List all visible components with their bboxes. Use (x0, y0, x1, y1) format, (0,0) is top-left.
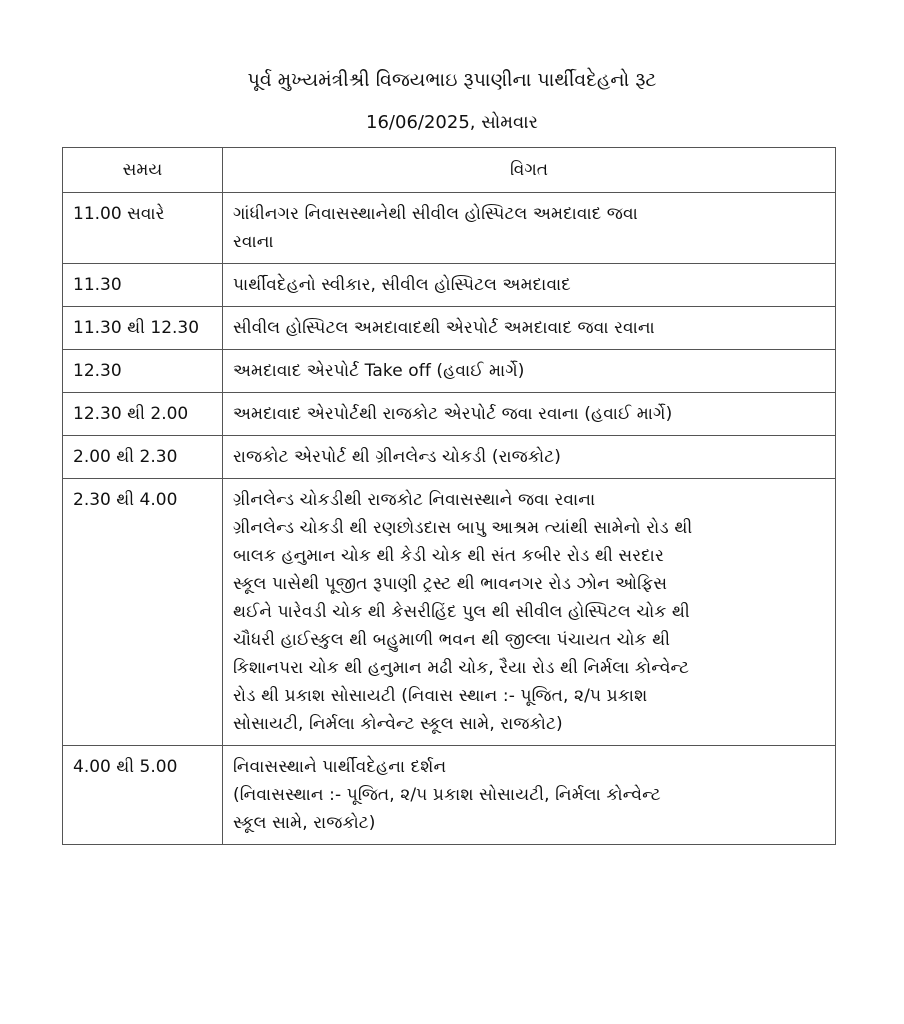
row-time: 2.00 થી 2.30 (63, 436, 223, 479)
header-time: સમય (63, 148, 223, 193)
table-header-row (63, 148, 836, 193)
row-details (223, 479, 836, 746)
table-row (63, 307, 836, 350)
row-time: 11.30 (63, 264, 223, 307)
route-table-body (63, 193, 836, 845)
detail-line: (નિવાસસ્થાન :- પૂજિત, ૨/૫ પ્રકાશ સોસાયટી, નિર્મલા કોન્વેન્ટ (233, 785, 661, 805)
row-time: 4.00 થી 5.00 (63, 746, 223, 845)
detail-line: થઈને પારેવડી ચોક થી કેસરીહિંદ પુલ થી સીવીલ હોસ્પિટલ ચોક થી (233, 602, 690, 622)
detail-line: બાલક હનુમાન ચોક થી કેડી ચોક થી સંત કબીર રોડ થી સરદાર (233, 546, 664, 566)
table-row (63, 479, 836, 746)
row-time: 12.30 (63, 350, 223, 393)
detail-line: ગ્રીનલેન્ડ ચોકડી થી રણછોડદાસ બાપુ આશ્રમ ત્યાંથી સામેનો રોડ થી (233, 518, 693, 538)
detail-line: રવાના (233, 232, 274, 252)
row-details (223, 193, 836, 264)
table-row (63, 350, 836, 393)
detail-line: સોસાયટી, નિર્મલા કોન્વેન્ટ સ્કૂલ સામે, રાજકોટ) (233, 714, 563, 734)
detail-line: સ્કૂલ સામે, રાજકોટ) (233, 813, 376, 833)
row-details (223, 436, 836, 479)
detail-line: પાર્થીવદેહનો સ્વીકાર, સીવીલ હોસ્પિટલ અમદાવાદ (233, 275, 571, 295)
table-row (63, 193, 836, 264)
detail-line: સીવીલ હોસ્પિટલ અમદાવાદથી એરપોર્ટ અમદાવાદ જવા રવાના (233, 318, 655, 338)
page-date: 16/06/2025, સોમવાર (366, 112, 538, 133)
row-details (223, 264, 836, 307)
header-details: વિગત (223, 148, 836, 193)
table-row (63, 393, 836, 436)
row-details (223, 350, 836, 393)
detail-line: સ્કૂલ પાસેથી પૂજીત રૂપાણી ટ્રસ્ટ થી ભાવનગર રોડ ઝોન ઓફિસ (233, 574, 668, 594)
row-time: 11.30 થી 12.30 (63, 307, 223, 350)
table-row (63, 746, 836, 845)
table-row (63, 264, 836, 307)
row-time: 11.00 સવારે (63, 193, 223, 264)
detail-line: રોડ થી પ્રકાશ સોસાયટી (નિવાસ સ્થાન :- પૂજિત, ૨/૫ પ્રકાશ (233, 686, 648, 706)
row-time: 2.30 થી 4.00 (63, 479, 223, 746)
detail-line: રાજકોટ એરપોર્ટ થી ગ્રીનલેન્ડ ચોકડી (રાજકોટ) (233, 447, 561, 467)
detail-line: કિશાનપરા ચોક થી હનુમાન મઢી ચોક, રૈયા રોડ થી નિર્મલા કોન્વેન્ટ (233, 658, 690, 678)
table-row (63, 436, 836, 479)
page-title: પૂર્વ મુખ્યમંત્રીશ્રી વિજયભાઇ રૂપાણીના પાર્થીવદેહનો રૂટ (247, 69, 657, 91)
detail-line: નિવાસસ્થાને પાર્થીવદેહના દર્શન (233, 757, 447, 777)
row-details (223, 746, 836, 845)
row-time: 12.30 થી 2.00 (63, 393, 223, 436)
row-details (223, 393, 836, 436)
detail-line: ગાંધીનગર નિવાસસ્થાનેથી સીવીલ હોસ્પિટલ અમદાવાદ જવા (233, 204, 638, 224)
detail-line: ગ્રીનલેન્ડ ચોકડીથી રાજકોટ નિવાસસ્થાને જવા રવાના (233, 490, 596, 510)
detail-line: અમદાવાદ એરપોર્ટથી રાજકોટ એરપોર્ટ જવા રવાના (હવાઈ માર્ગે) (233, 404, 673, 424)
detail-line: ચૌધરી હાઈસ્કુલ થી બહુમાળી ભવન થી જીલ્લા પંચાયત ચોક થી (233, 630, 671, 650)
route-table (62, 147, 836, 845)
detail-line: અમદાવાદ એરપોર્ટ Take off (હવાઈ માર્ગે) (233, 361, 525, 381)
row-details (223, 307, 836, 350)
